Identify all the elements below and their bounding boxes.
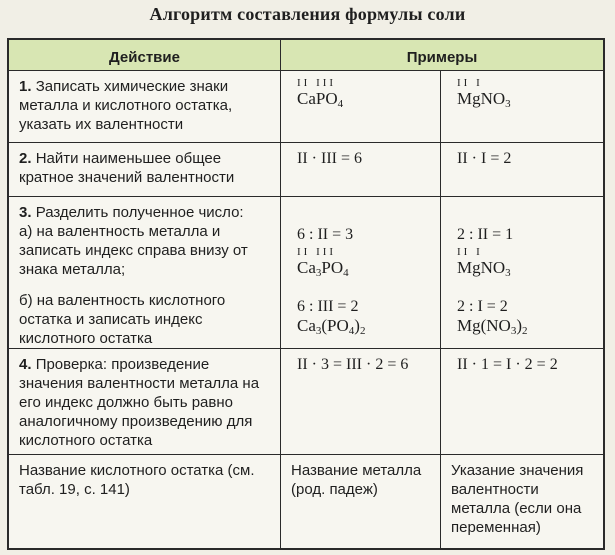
page-title: Алгоритм составления формулы соли	[149, 4, 466, 24]
row1-ex2-formula: MgNO$_3$	[457, 89, 511, 110]
row1-number: 1.	[19, 78, 32, 95]
row3-ex2-calc-a: 2 : II = 1	[457, 226, 514, 243]
row3-ex1-formula-a: $Ca_3PO_4$	[297, 258, 349, 279]
row1-ex1-formula: CaPO$_4$	[297, 89, 344, 110]
row5-action: Название кислотного остатка (см. табл. 19, с. 141)	[9, 455, 281, 548]
row3-ex1-calc-b: 6 : III = 2	[297, 298, 359, 315]
row3-ex2-valences: II I	[457, 246, 483, 258]
row1-example1	[281, 71, 441, 143]
row3-ex1-valences: II III	[297, 246, 337, 258]
row4-example1: II · 3 = III · 2 = 6	[281, 349, 441, 455]
row2-example1: II · III = 6	[281, 143, 441, 197]
row3-example2	[441, 197, 603, 349]
row1-example2	[441, 71, 603, 143]
row5-example2: Указание значения валентности металла (если она переменная)	[451, 462, 584, 536]
row4-example2: II · 1 = I · 2 = 2	[441, 349, 603, 455]
row3-ex1-calc-a: 6 : II = 3	[297, 226, 354, 243]
row4-action	[9, 349, 281, 455]
row2-example2: II · I = 2	[441, 143, 603, 197]
row3-ex2-formula-b: $Mg(NO_3)_2$	[457, 316, 528, 337]
row3-example1	[281, 197, 441, 349]
row3-step-b: б) на валентность кислотного остатка и записать индекс кислотного остатка	[19, 292, 226, 347]
row2-action	[9, 143, 281, 197]
row1-action-text: Записать химические знаки металла и кислотного остатка, указать их валентности	[19, 78, 233, 133]
row3-intro: Разделить полученное число:	[35, 204, 244, 221]
row3-action	[9, 197, 281, 349]
row4-action-text: Проверка: произведение значения валентности металла на его индекс должно быть равно аналогичному произведению для кислотного остатка	[19, 356, 260, 449]
row5-example1: Название металла (род. падеж)	[281, 455, 441, 548]
row3-ex2-formula-a: MgNO$_3$	[457, 258, 511, 279]
header-action: Действие	[9, 40, 281, 71]
row3-step-a: а) на валентность металла и записать индекс справа внизу от знака металла;	[19, 223, 248, 278]
algorithm-table	[7, 38, 605, 550]
header-examples: Примеры	[281, 40, 603, 71]
row3-ex1-formula-b: $Ca_3(PO_4)_2$	[297, 316, 366, 337]
row1-action	[9, 71, 281, 143]
row1-ex2-valences: II I	[457, 77, 483, 89]
row2-action-text: Найти наименьшее общее кратное значений валентности	[19, 150, 235, 186]
row3-ex2-calc-b: 2 : I = 2	[457, 298, 508, 315]
row3-number: 3.	[19, 204, 32, 221]
row4-number: 4.	[19, 356, 32, 373]
row2-number: 2.	[19, 150, 32, 167]
row1-ex1-valences: II III	[297, 77, 337, 89]
